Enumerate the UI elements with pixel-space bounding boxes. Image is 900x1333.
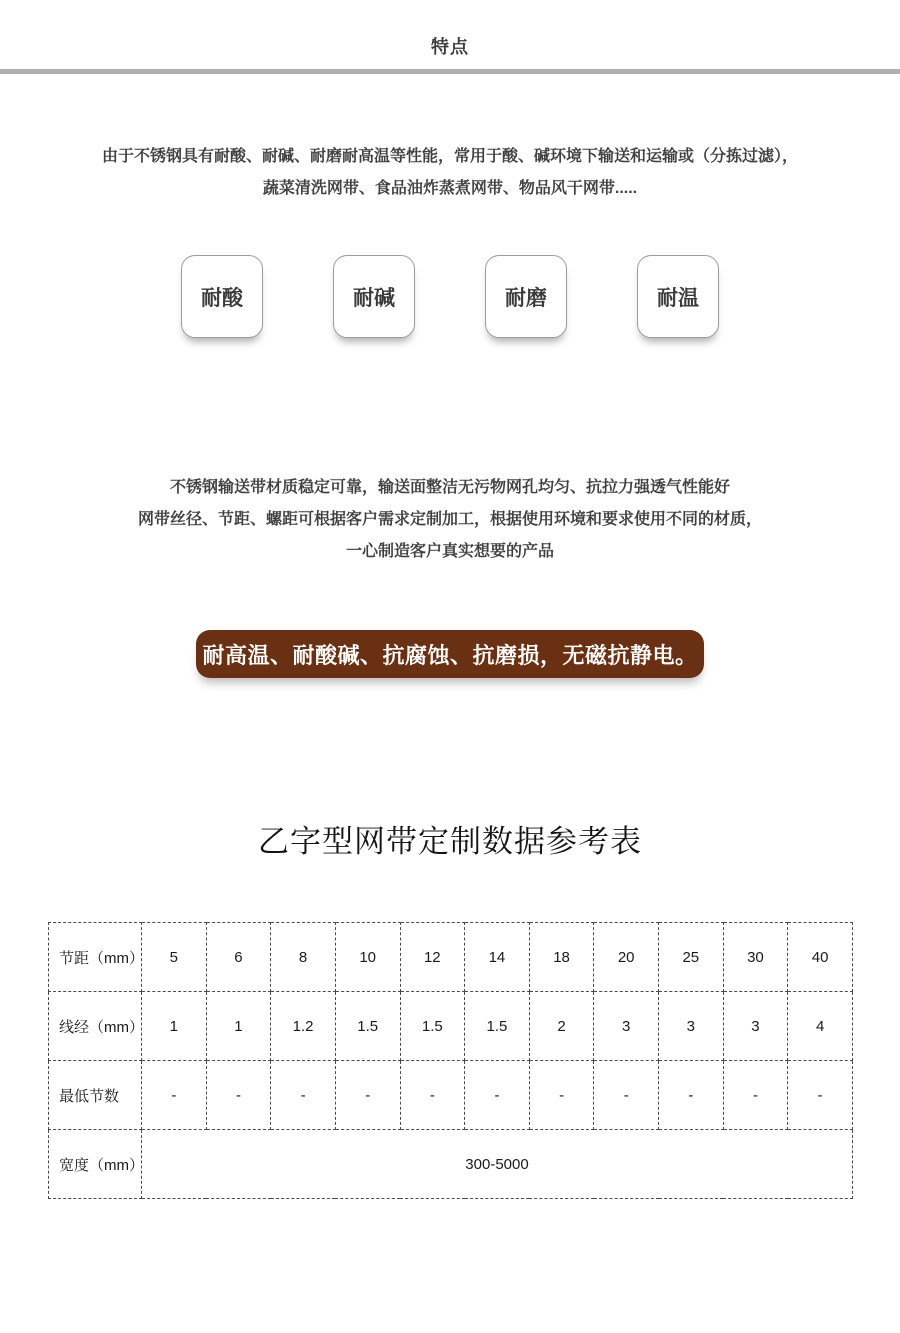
- row-label: 线经（mm）: [49, 992, 142, 1061]
- table-cell: 1: [206, 992, 271, 1061]
- table-cell: 12: [400, 923, 465, 992]
- table-cell: 1: [142, 992, 207, 1061]
- table-cell: -: [271, 1061, 336, 1130]
- table-cell: -: [206, 1061, 271, 1130]
- row-label: 节距（mm）: [49, 923, 142, 992]
- table-cell: 30: [723, 923, 788, 992]
- table-cell: 1.2: [271, 992, 336, 1061]
- intro-line: 由于不锈钢具有耐酸、耐碱、耐磨耐高温等性能，常用于酸、碱环境下输送和运输或（分拣过滤），: [101, 148, 798, 165]
- table-cell: -: [594, 1061, 659, 1130]
- description-paragraph: [0, 472, 900, 568]
- badge-heat-resistant: 耐温: [637, 255, 719, 338]
- table-cell-merged: 300-5000: [142, 1130, 853, 1199]
- table-cell: 1.5: [465, 992, 530, 1061]
- table-row: [49, 992, 853, 1061]
- row-label: 最低节数: [49, 1061, 142, 1130]
- spec-table-body: [49, 923, 853, 1199]
- section-divider: [0, 69, 900, 74]
- table-cell: 1.5: [335, 992, 400, 1061]
- badge-alkali-resistant: 耐碱: [333, 255, 415, 338]
- table-cell: 3: [723, 992, 788, 1061]
- table-cell: -: [723, 1061, 788, 1130]
- badge-wear-resistant: 耐磨: [485, 255, 567, 338]
- description-line: 一心制造客户真实想要的产品: [345, 543, 554, 560]
- table-cell: 40: [788, 923, 853, 992]
- table-cell: -: [400, 1061, 465, 1130]
- table-cell: -: [529, 1061, 594, 1130]
- table-cell: -: [788, 1061, 853, 1130]
- intro-line: 蔬菜清洗网带、食品油炸蒸煮网带、物品风干网带.....: [262, 180, 638, 197]
- table-cell: 5: [142, 923, 207, 992]
- spec-table: [48, 922, 853, 1199]
- table-cell: 2: [529, 992, 594, 1061]
- description-line: 网带丝径、节距、螺距可根据客户需求定制加工，根据使用环境和要求使用不同的材质，: [137, 511, 762, 528]
- intro-paragraph: [0, 141, 900, 205]
- table-row: [49, 1130, 853, 1199]
- table-cell: 10: [335, 923, 400, 992]
- description-line: 不锈钢输送带材质稳定可靠，输送面整洁无污物网孔均匀、抗拉力强透气性能好: [169, 479, 730, 496]
- table-cell: 20: [594, 923, 659, 992]
- table-cell: 1.5: [400, 992, 465, 1061]
- table-cell: -: [465, 1061, 530, 1130]
- table-title: 乙字型网带定制数据参考表: [258, 824, 642, 859]
- feature-badges: [0, 255, 900, 338]
- row-label: 宽度（mm）: [49, 1130, 142, 1199]
- section-heading: 特点: [431, 37, 469, 57]
- table-cell: 25: [659, 923, 724, 992]
- table-cell: 3: [594, 992, 659, 1061]
- table-cell: 8: [271, 923, 336, 992]
- table-cell: 18: [529, 923, 594, 992]
- table-cell: 3: [659, 992, 724, 1061]
- badge-acid-resistant: 耐酸: [181, 255, 263, 338]
- table-cell: 6: [206, 923, 271, 992]
- table-row: [49, 1061, 853, 1130]
- table-cell: -: [659, 1061, 724, 1130]
- table-cell: -: [335, 1061, 400, 1130]
- table-cell: 4: [788, 992, 853, 1061]
- table-cell: 14: [465, 923, 530, 992]
- table-row: [49, 923, 853, 992]
- highlight-banner: 耐高温、耐酸碱、抗腐蚀、抗磨损，无磁抗静电。: [196, 630, 704, 678]
- table-cell: -: [142, 1061, 207, 1130]
